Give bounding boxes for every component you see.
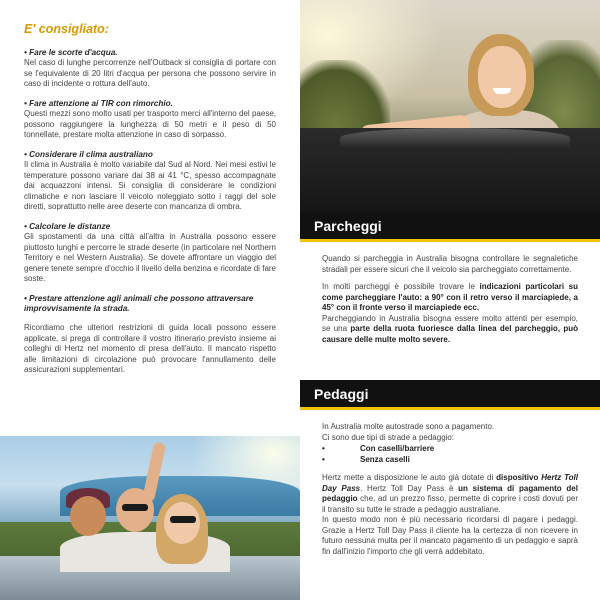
paragraph: Quando si parcheggia in Australia bisogna controllare le segnaletiche stradali per essere sicuri che il veicolo sia parcheggiato correttamente. [322,254,578,274]
section-title: Parcheggi [314,218,382,234]
tip-title: • Prestare attenzione agli animali che possono attraversare improvvisamente la strada. [24,293,254,313]
tip-body: Questi mezzi sono molto usati per trasporto merci all'interno del paese, possono raggiungere la lunghezza di 50 metri e il peso di 50 tonnellate, prestare molta attenzione in caso di sorpasso. [24,109,276,140]
tip-climate [24,150,276,213]
tip-body: Il clima in Australia è molto variabile dal Sud al Nord. Nei mesi estivi le temperature possono variare dai 38 ai 41 °C, spesso accompagnate dai acquazzoni intensi. Si consiglia di considerare le condizioni climatiche e non lasciare il veicolo noleggiato sotto i raggi del sole diretti, soprattutto nelle aree deserte con mancanza di ombra. [24,160,276,212]
tip-title: • Considerare il clima australiano [24,149,153,159]
accent-line [300,239,600,242]
woman-convertible-photo [300,0,600,212]
paragraph: In Australia molte autostrade sono a pagamento. Ci sono due tipi di strade a pedaggio: [322,422,495,442]
list-item: • Con caselli/barriere [322,444,435,454]
tip-body: Gli spostamenti da una città all'altra in Australia possono essere piuttosto lunghi e percorre le strade deserte (in particolare nel Northern Territory e nel Western Australia). Se dovete affrontare un viaggio del genere tenete sempre d'occhio il livello della benzina e ricordate di fare soste. [24,232,276,284]
paragraph: In molti parcheggi è possibile trovare le indicazioni particolari su come parcheggiare l'auto: a 90° con il retro verso il marciapiede, a 45° con il fronte verso il marciapiede ecc. Parcheggiando in Australia bisogna essere molto attenti per esempio, se una parte della ruota fuoriesce dalla linea del parcheggio, può causare delle multe molto severe. [322,282,578,344]
advice-heading: E' consigliato: [24,22,109,36]
friends-selfie-photo [0,436,300,600]
parcheggi-header [300,212,600,242]
parcheggi-text [322,254,578,352]
tip-animals [24,294,276,315]
tip-body: Nel caso di lunghe percorrenze nell'Outback si consiglia di portare con se l'equivalente di 20 litri d'acqua per persona che possono servire in caso di incidente o rottura dell'auto. [24,58,276,89]
pedaggi-header [300,380,600,410]
pedaggi-text [322,422,578,565]
advice-column [24,22,276,376]
section-title: Pedaggi [314,386,369,402]
list-item: • Senza caselli [322,454,410,464]
tip-title: • Fare attenzione ai TIR con rimorchio. [24,98,173,108]
tip-trucks [24,99,276,141]
toll-types-list [322,444,578,465]
closing-paragraph: Ricordiamo che ulteriori restrizioni di guida locali possono essere applicate, si prega di controllare il vostro itinerario previsto insieme ai colleghi di Hertz nel momento di presa dell'auto. Il mancato rispetto alle limitazioni di circolazione può provocare l'annullamento delle assicurazioni supplementari. [24,323,276,375]
tip-water [24,48,276,90]
accent-line [300,407,600,410]
tip-title: • Calcolare le distanze [24,221,111,231]
paragraph: Hertz mette a disposizione le auto già dotate di dispositivo Hertz Toll Day Pass. Hertz Toll Day Pass è un sistema di pagamento del pedaggio che, ad un prezzo fisso, permette di coprire i costi dovuti per il transito su tutte le strade a pedaggio australiane. In questo modo non è più necessario ricordarsi di pagare i pedaggi. Grazie a Hertz Toll Day Pass il cliente ha la certezza di non ricevere in futuro nessuna multa per il mancato pagamento di un pedaggio e saprà fin dall'inizio l'importo che gli verrà addebitato. [322,473,578,557]
tip-distances [24,222,276,285]
tip-title: • Fare le scorte d'acqua. [24,48,118,57]
